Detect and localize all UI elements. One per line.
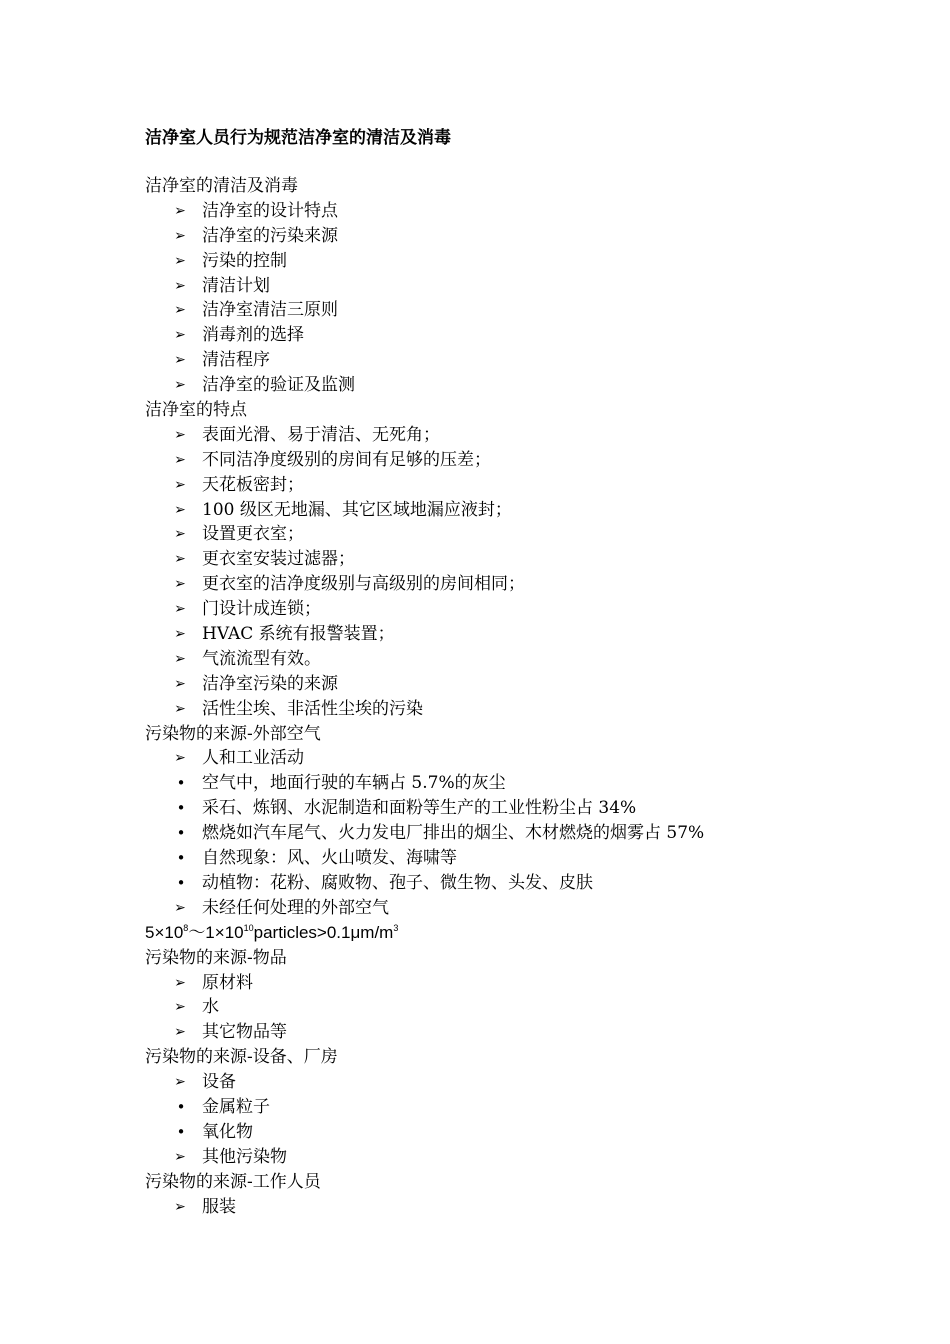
list-item [145, 746, 845, 771]
list-item [145, 1195, 845, 1220]
arrow-bullet-icon: ➢ [174, 476, 186, 493]
list-item-text: 洁净室的设计特点 [202, 200, 338, 221]
arrow-bullet-icon: ➢ [174, 675, 186, 692]
arrow-bullet-icon: ➢ [174, 352, 186, 369]
list-item [145, 1095, 845, 1120]
dot-bullet-icon: • [176, 799, 186, 818]
list-item [145, 298, 845, 323]
list-item [145, 821, 845, 846]
list-item [145, 1120, 845, 1145]
list-item-text: 门设计成连锁； [202, 599, 321, 620]
dot-bullet-icon: • [176, 1097, 186, 1116]
list-item-text: 人和工业活动 [202, 748, 304, 769]
arrow-bullet-icon: ➢ [174, 999, 186, 1016]
document-title: 洁净室人员行为规范洁净室的清洁及消毒 [145, 128, 451, 148]
arrow-bullet-icon: ➢ [174, 576, 186, 593]
list-item [145, 896, 845, 921]
section-heading: 污染物的来源-物品 [145, 947, 287, 968]
list-item [145, 522, 845, 547]
list-item-text: 清洁程序 [202, 350, 270, 371]
list-item-text: 自然现象：风、火山喷发、海啸等 [202, 848, 457, 869]
arrow-bullet-icon: ➢ [174, 650, 186, 667]
formula-exponent: 8 [183, 922, 189, 933]
list-item [145, 547, 845, 572]
arrow-bullet-icon: ➢ [174, 601, 186, 618]
list-item-text: 其它物品等 [202, 1022, 287, 1043]
list-item [145, 1070, 845, 1095]
arrow-bullet-icon: ➢ [174, 1198, 186, 1215]
arrow-bullet-icon: ➢ [174, 252, 186, 269]
list-item-text: 未经任何处理的外部空气 [202, 897, 389, 918]
list-item [145, 796, 845, 821]
arrow-bullet-icon: ➢ [174, 227, 186, 244]
arrow-bullet-icon: ➢ [174, 526, 186, 543]
arrow-bullet-icon: ➢ [174, 327, 186, 344]
list-item [145, 597, 845, 622]
list-item [145, 348, 845, 373]
list-item-text: 原材料 [202, 972, 253, 993]
list-item [145, 672, 845, 697]
list-item-text: 燃烧如汽车尾气、火力发电厂排出的烟尘、木材燃烧的烟雾占 57% [202, 823, 705, 844]
list-item [145, 697, 845, 722]
list-item-text: 设置更衣室； [202, 524, 304, 545]
dot-bullet-icon: • [176, 774, 186, 793]
list-item-text: 其他污染物 [202, 1146, 287, 1167]
list-item [145, 971, 845, 996]
dot-bullet-icon: • [176, 1122, 186, 1141]
list-item [145, 473, 845, 498]
list-item-text: 不同洁净度级别的房间有足够的压差； [202, 449, 491, 470]
list-item-text: 活性尘埃、非活性尘埃的污染 [202, 698, 423, 719]
list-item-text: 清洁计划 [202, 275, 270, 296]
formula-unit-exponent: 3 [393, 922, 399, 933]
arrow-bullet-icon: ➢ [174, 302, 186, 319]
list-item [145, 995, 845, 1020]
list-item [145, 1020, 845, 1045]
list-item-text: 污染的控制 [202, 250, 287, 271]
formula-unit: particles>0.1μm/m [253, 922, 394, 942]
formula-coefficient: 5×10 [145, 922, 184, 942]
document-page [145, 126, 845, 1219]
arrow-bullet-icon: ➢ [174, 1148, 186, 1165]
section-heading: 洁净室的特点 [145, 400, 247, 421]
list-item-text: 金属粒子 [202, 1096, 270, 1117]
list-item-text: 空气中，地面行驶的车辆占 5.7%的灰尘 [202, 773, 506, 794]
arrow-bullet-icon: ➢ [174, 277, 186, 294]
list-item [145, 498, 845, 523]
list-item [145, 373, 845, 398]
arrow-bullet-icon: ➢ [174, 426, 186, 443]
list-item-text: 气流流型有效。 [202, 648, 321, 669]
dot-bullet-icon: • [176, 824, 186, 843]
dot-bullet-icon: • [176, 873, 186, 892]
list-item [145, 199, 845, 224]
list-item-text: 动植物：花粉、腐败物、孢子、微生物、头发、皮肤 [202, 872, 593, 893]
list-item-text: 设备 [202, 1072, 236, 1093]
list-item [145, 846, 845, 871]
section-heading: 污染物的来源-外部空气 [145, 723, 321, 744]
section-heading: 污染物的来源-设备、厂房 [145, 1047, 338, 1068]
list-item [145, 871, 845, 896]
list-item [145, 423, 845, 448]
list-item-text: HVAC 系统有报警装置； [202, 624, 395, 645]
arrow-bullet-icon: ➢ [174, 626, 186, 643]
section-heading: 洁净室的清洁及消毒 [145, 176, 298, 196]
arrow-bullet-icon: ➢ [174, 899, 186, 916]
list-item-text: 洁净室的污染来源 [202, 225, 338, 246]
list-item-text: 水 [202, 997, 219, 1018]
list-item [145, 572, 845, 597]
list-item-text: 天花板密封； [202, 474, 304, 495]
arrow-bullet-icon: ➢ [174, 551, 186, 568]
list-item-text: 采石、炼钢、水泥制造和面粉等生产的工业性粉尘占 34% [202, 798, 637, 819]
list-item [145, 622, 845, 647]
arrow-bullet-icon: ➢ [174, 202, 186, 219]
list-item [145, 771, 845, 796]
list-item-text: 洁净室清洁三原则 [202, 300, 338, 321]
list-item-text: 消毒剂的选择 [202, 325, 304, 346]
list-item [145, 323, 845, 348]
list-item-text: 氧化物 [202, 1121, 253, 1142]
formula-separator: ～1×10 [188, 922, 244, 942]
list-item [145, 1145, 845, 1170]
arrow-bullet-icon: ➢ [174, 1024, 186, 1041]
list-item-text: 洁净室的验证及监测 [202, 375, 355, 396]
arrow-bullet-icon: ➢ [174, 501, 186, 518]
list-item-text: 服装 [202, 1196, 236, 1217]
arrow-bullet-icon: ➢ [174, 700, 186, 717]
list-item [145, 224, 845, 249]
list-item-text: 更衣室安装过滤器； [202, 549, 355, 570]
arrow-bullet-icon: ➢ [174, 974, 186, 991]
formula-exponent: 10 [243, 922, 254, 933]
arrow-bullet-icon: ➢ [174, 1074, 186, 1091]
dot-bullet-icon: • [176, 849, 186, 868]
list-item [145, 249, 845, 274]
list-item [145, 448, 845, 473]
list-item-text: 更衣室的洁净度级别与高级别的房间相同； [202, 574, 525, 595]
arrow-bullet-icon: ➢ [174, 377, 186, 394]
list-item-text: 洁净室污染的来源 [202, 673, 338, 694]
blank-line [145, 150, 845, 174]
particle-concentration-formula [145, 921, 845, 946]
list-item [145, 274, 845, 299]
arrow-bullet-icon: ➢ [174, 451, 186, 468]
arrow-bullet-icon: ➢ [174, 750, 186, 767]
list-item-text: 100 级区无地漏、其它区域地漏应液封； [202, 499, 512, 520]
section-heading: 污染物的来源-工作人员 [145, 1171, 321, 1192]
list-item [145, 647, 845, 672]
list-item-text: 表面光滑、易于清洁、无死角； [202, 424, 440, 445]
